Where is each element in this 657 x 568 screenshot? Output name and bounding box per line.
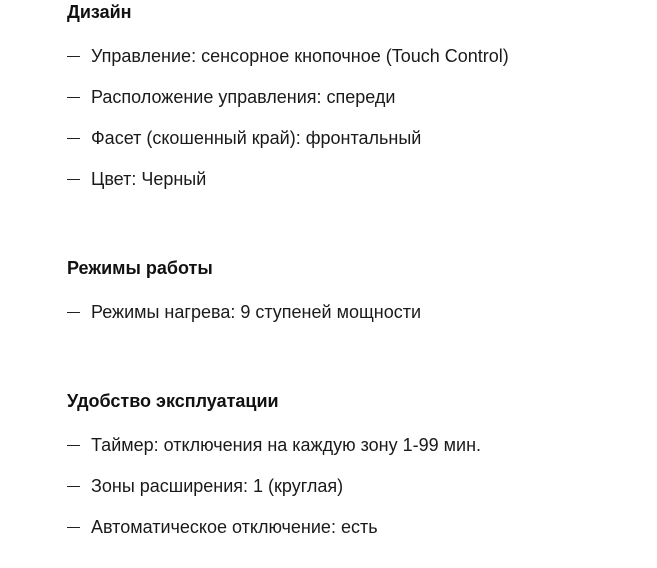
spec-text: Режимы нагрева: 9 ступеней мощности <box>91 302 422 322</box>
spec-list <box>67 301 647 323</box>
spec-text: Автоматическое отключение: есть <box>91 517 378 537</box>
list-item <box>67 301 647 323</box>
spec-text: Управление: сенсорное кнопочное (Touch Control) <box>91 46 509 66</box>
spec-list <box>67 45 647 190</box>
list-item <box>67 86 647 108</box>
section-heading: Удобство эксплуатации <box>67 391 279 411</box>
list-item <box>67 168 647 190</box>
spec-text: Цвет: Черный <box>91 169 207 189</box>
spec-text: Фасет (скошенный край): фронтальный <box>91 128 422 148</box>
section-usability <box>67 390 647 538</box>
section-operating-modes <box>67 257 647 323</box>
dash-bullet-icon <box>67 445 80 446</box>
list-item <box>67 127 647 149</box>
spec-text: Таймер: отключения на каждую зону 1-99 мин. <box>91 435 482 455</box>
list-item <box>67 475 647 497</box>
spec-list <box>67 434 647 538</box>
list-item <box>67 45 647 67</box>
section-heading: Режимы работы <box>67 258 213 278</box>
dash-bullet-icon <box>67 56 80 57</box>
section-heading: Дизайн <box>67 2 132 22</box>
dash-bullet-icon <box>67 97 80 98</box>
dash-bullet-icon <box>67 527 80 528</box>
dash-bullet-icon <box>67 312 80 313</box>
spec-text: Зоны расширения: 1 (круглая) <box>91 476 344 496</box>
list-item <box>67 516 647 538</box>
dash-bullet-icon <box>67 486 80 487</box>
dash-bullet-icon <box>67 138 80 139</box>
spec-text: Расположение управления: спереди <box>91 87 396 107</box>
section-design <box>67 1 647 190</box>
list-item <box>67 434 647 456</box>
dash-bullet-icon <box>67 179 80 180</box>
